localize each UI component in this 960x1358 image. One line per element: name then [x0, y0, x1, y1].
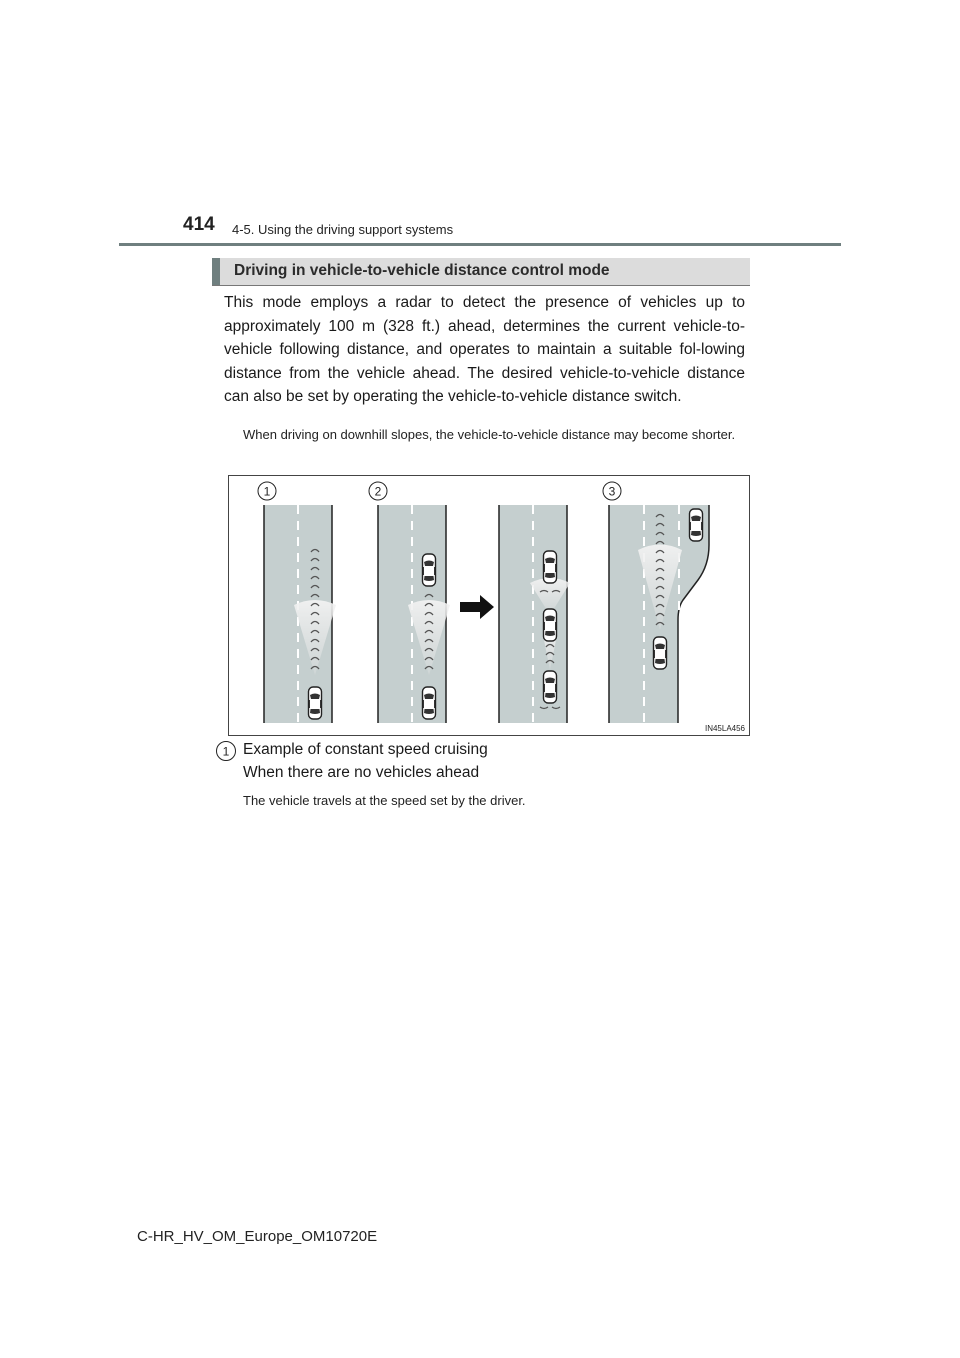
caption-note: The vehicle travels at the speed set by the driver.: [243, 793, 526, 808]
label-1-badge: [258, 482, 276, 500]
label-3: 3: [608, 484, 616, 499]
caption-subtitle: When there are no vehicles ahead: [243, 764, 480, 781]
label-2-badge: [369, 482, 387, 500]
note-paragraph: When driving on downhill slopes, the vehicle-to-vehicle distance may become shorter.: [243, 427, 736, 442]
vehicle-behind-3a: [544, 671, 557, 703]
page-number: 414: [183, 214, 215, 235]
own-vehicle-1: [309, 687, 322, 719]
label-2: 2: [374, 484, 382, 499]
header-divider: [119, 243, 841, 246]
road-panel-2: [378, 505, 450, 723]
footer-doc-id: C-HR_HV_OM_Europe_OM10720E: [137, 1228, 378, 1245]
heading-underline: [212, 285, 750, 286]
road-panel-1: [264, 505, 336, 723]
heading-text: Driving in vehicle-to-vehicle distance control mode: [234, 262, 610, 279]
vehicle-ahead-2: [423, 554, 436, 586]
label-1: 1: [263, 484, 271, 499]
road-panel-3a: [499, 505, 570, 723]
own-vehicle-3a: [544, 609, 557, 641]
caption-number-badge: [215, 740, 237, 762]
label-3-badge: [603, 482, 621, 500]
driving-illustration: [228, 475, 750, 736]
vehicle-ahead-3a: [544, 551, 557, 583]
caption-title: Example of constant speed cruising: [243, 741, 488, 758]
section-title: 4-5. Using the driving support systems: [232, 222, 454, 237]
own-vehicle-2: [423, 687, 436, 719]
caption-number: 1: [222, 744, 230, 759]
image-code: IN45LA456: [704, 724, 745, 733]
heading-bar: [212, 258, 750, 285]
own-vehicle-3b: [654, 637, 667, 669]
vehicle-adjacent-lane-3b: [690, 509, 703, 541]
body-paragraph: This mode employs a radar to detect the presence of vehicles up to approximately 100 m (328 ft.) ahead, determines the current vehicle-to-vehicle following distance, and operates to maintain a suitable fol-lowing distance from the vehicle ahead. The desired vehicle-to-vehicle distance can also be set by operating the vehicle-to-vehicle distance switch.: [224, 294, 745, 406]
